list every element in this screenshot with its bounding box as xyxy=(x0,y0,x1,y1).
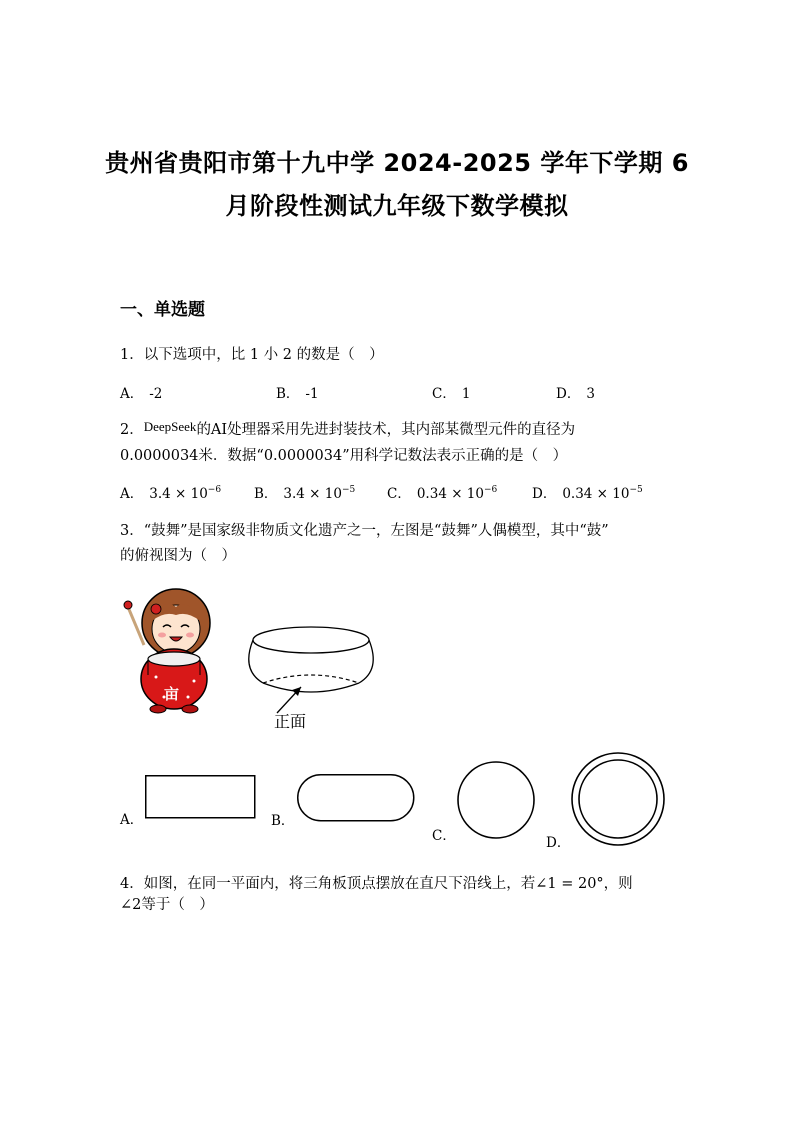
option-exponent: −5 xyxy=(341,485,356,495)
front-view-label: 正面 xyxy=(274,712,307,731)
question-2-line1 xyxy=(120,418,575,439)
page-title-line1: 贵州省贵阳市第十九中学 2024-2025 学年下学期 6 xyxy=(105,149,689,177)
q3-option-b-stadium xyxy=(297,774,415,822)
question-1-text: 1．以下选项中，比 1 小 2 的数是（ ） xyxy=(120,347,384,363)
option-value: 1 xyxy=(461,386,471,402)
q3-option-a-label: A． xyxy=(120,812,144,828)
q1-option-c xyxy=(432,382,470,402)
drum-model-figure xyxy=(245,625,380,705)
question-3-line1: 3．“鼓舞”是国家级非物质文化遗产之一，左图是“鼓舞”人偶模型，其中“鼓” xyxy=(120,523,609,539)
option-value: -1 xyxy=(305,386,319,402)
option-exponent: −6 xyxy=(207,485,222,495)
q2-option-b xyxy=(254,482,355,502)
option-mantissa: 0.34 × 10 xyxy=(562,486,630,502)
option-mantissa: 3.4 × 10 xyxy=(149,486,208,502)
option-mantissa: 3.4 × 10 xyxy=(283,486,342,502)
option-label: C． xyxy=(387,486,411,502)
q3-option-b-label: B． xyxy=(271,813,295,829)
option-exponent: −6 xyxy=(483,485,498,495)
question-4-line1: 4．如图，在同一平面内，将三角板顶点摆放在直尺下沿线上，若∠1 = 20°，则 xyxy=(120,876,633,892)
q3-option-c-label: C． xyxy=(432,828,456,844)
q3-option-a-rectangle xyxy=(145,775,257,820)
q2-option-a xyxy=(120,482,221,502)
q3-option-c-circle xyxy=(456,760,536,840)
section-heading: 一、单选题 xyxy=(120,300,205,320)
option-label: A． xyxy=(120,386,144,402)
q1-option-d xyxy=(556,382,595,402)
q3-option-d-double-circle xyxy=(570,751,666,847)
brand-name: DeepSeek xyxy=(143,419,197,434)
question-4-line2: ∠2等于（ ） xyxy=(120,897,214,913)
q2-option-c xyxy=(387,482,497,502)
option-value: 3 xyxy=(586,386,595,402)
option-exponent: −5 xyxy=(629,485,643,495)
question-3-line2: 的俯视图为（ ） xyxy=(120,548,236,564)
q3-option-d-label: D． xyxy=(546,835,571,851)
q2-option-d xyxy=(532,482,643,502)
question-2-line2: 0.0000034米．数据“0.0000034”用科学记数法表示正确的是（ ） xyxy=(120,448,568,464)
page-title-line2: 月阶段性测试九年级下数学模拟 xyxy=(225,192,569,220)
option-label: B． xyxy=(276,386,300,402)
option-label: D． xyxy=(556,386,581,402)
option-value: -2 xyxy=(149,386,163,402)
option-label: B． xyxy=(254,486,278,502)
drum-character: 亩 xyxy=(164,685,180,703)
option-label: C． xyxy=(432,386,456,402)
option-label: A． xyxy=(120,486,144,502)
option-label: D． xyxy=(532,486,557,502)
option-mantissa: 0.34 × 10 xyxy=(416,486,484,502)
question-number: 2． xyxy=(120,422,144,438)
q1-option-a xyxy=(120,382,162,402)
q1-option-b xyxy=(276,382,319,402)
question-2-text: 的AI处理器采用先进封装技术，其内部某微型元件的直径为 xyxy=(196,422,576,438)
